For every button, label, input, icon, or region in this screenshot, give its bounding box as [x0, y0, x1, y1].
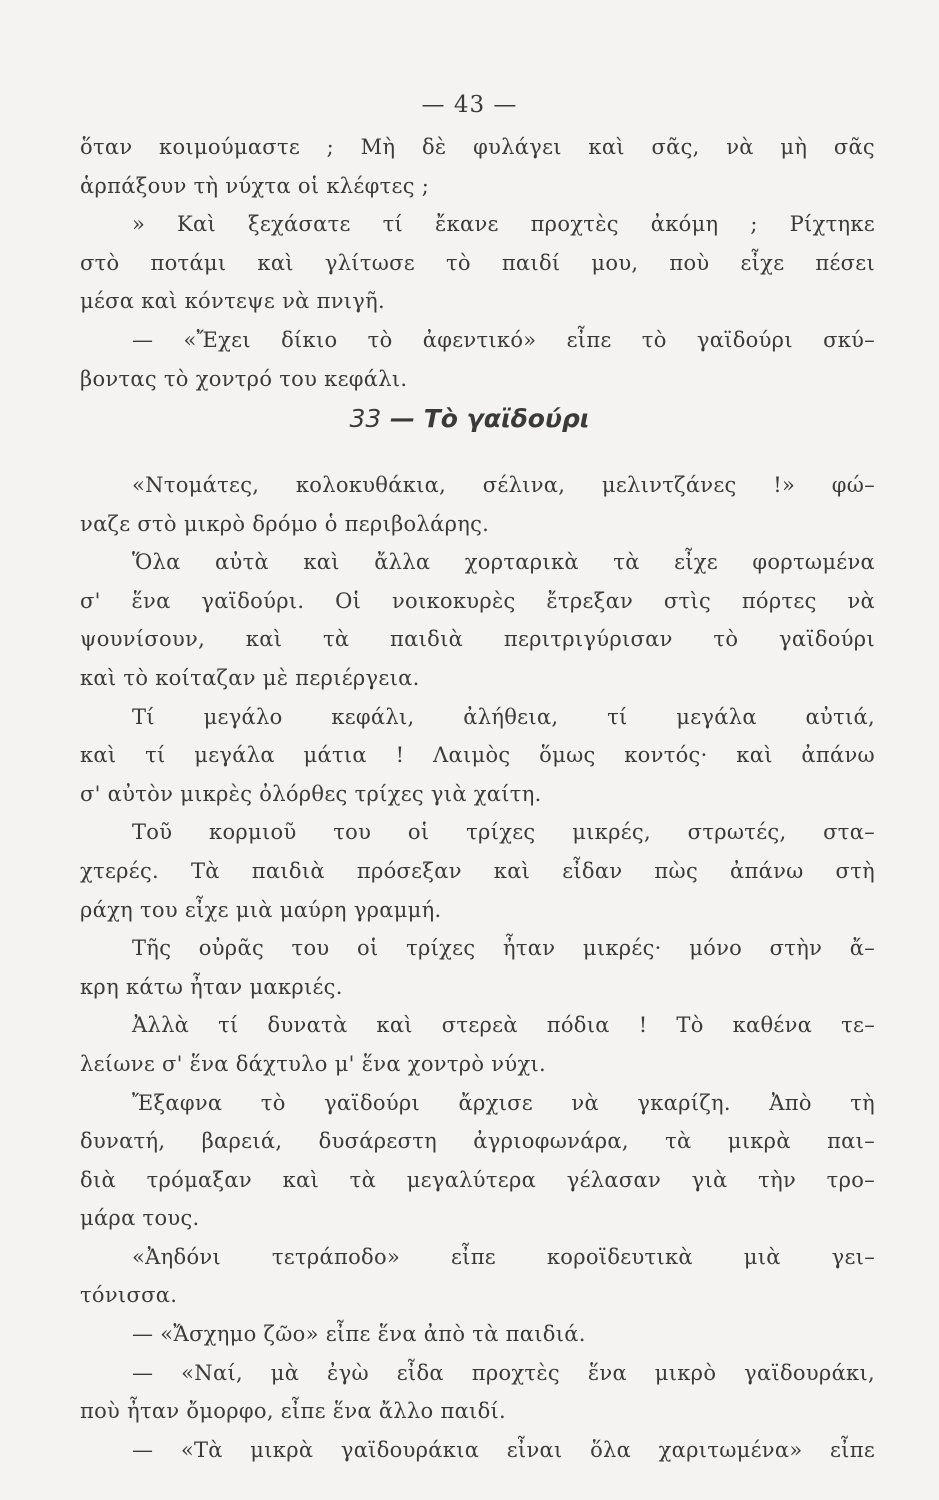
text-line: μέσα καὶ κόντεψε νὰ πνιγῆ.	[80, 289, 386, 314]
text-line: Τοῦ κορμιοῦ του οἱ τρίχες μικρές, στρωτές, στα–	[132, 820, 875, 845]
text-line: κρη κάτω ἦταν μακριές.	[80, 974, 343, 999]
text-line: — «Τὰ μικρὰ γαϊδουράκια εἶναι ὅλα χαριτωμένα» εἶπε	[132, 1437, 875, 1462]
top-paragraphs	[80, 128, 875, 398]
text-line: διὰ τρόμαξαν καὶ τὰ μεγαλύτερα γέλασαν γιὰ τὴν τρο–	[80, 1167, 875, 1192]
text-line: σ' αὐτὸν μικρὲς ὀλόρθες τρίχες γιὰ χαίτη.	[80, 781, 542, 806]
text-line: σ' ἕνα γαϊδούρι. Οἱ νοικοκυρὲς ἔτρεξαν στὶς πόρτες νὰ	[80, 588, 875, 613]
page-number: — 43 —	[421, 92, 518, 118]
text-line: τόνισσα.	[80, 1283, 178, 1308]
text-line: — «Ἄσχημο ζῶο» εἶπε ἕνα ἀπὸ τὰ παιδιά.	[132, 1322, 586, 1347]
text-line: ψουνίσουν, καὶ τὰ παιδιὰ περιτριγύρισαν τὸ γαϊδούρι	[80, 627, 875, 652]
text-line: Ἀλλὰ τί δυνατὰ καὶ στερεὰ πόδια ! Τὸ καθένα τε–	[132, 1013, 875, 1038]
text-line: ποὺ ἦταν ὄμορφο, εἶπε ἕνα ἄλλο παιδί.	[80, 1399, 507, 1424]
text-line: — «Ναί, μὰ ἐγὼ εἶδα προχτὲς ἕνα μικρὸ γαϊδουράκι,	[132, 1360, 875, 1385]
text-line: βοντας τὸ χοντρό του κεφάλι.	[80, 366, 408, 391]
chapter-title: — Τὸ γαϊδούρι	[390, 404, 590, 433]
chapter-heading	[0, 404, 939, 433]
text-line: — «Ἔχει δίκιο τὸ ἀφεντικό» εἶπε τὸ γαϊδούρι σκύ–	[132, 327, 875, 352]
text-line: ναζε στὸ μικρὸ δρόμο ὁ περιβολάρης.	[80, 511, 490, 536]
text-line: «Ἀηδόνι τετράποδο» εἶπε κοροϊδευτικὰ μιὰ γει–	[132, 1244, 875, 1269]
text-line: λείωνε σ' ἕνα δάχτυλο μ' ἕνα χοντρὸ νύχι.	[80, 1051, 546, 1076]
text-line: Ἔξαφνα τὸ γαϊδούρι ἄρχισε νὰ γκαρίζη. Ἀπὸ τὴ	[132, 1090, 875, 1115]
text-line: ὅταν κοιμούμαστε ; Μὴ δὲ φυλάγει καὶ σᾶς, νὰ μὴ σᾶς	[80, 135, 875, 159]
text-line: ἁρπάξουν τὴ νύχτα οἱ κλέφτες ;	[80, 173, 430, 198]
text-line: στὸ ποτάμι καὶ γλίτωσε τὸ παιδί μου, ποὺ εἶχε πέσει	[80, 250, 875, 275]
chapter-body	[80, 466, 875, 1469]
text-line: μάρα τους.	[80, 1206, 200, 1231]
text-line: ράχη του εἶχε μιὰ μαύρη γραμμή.	[80, 897, 442, 922]
text-line: καὶ τὸ κοίταζαν μὲ περιέργεια.	[80, 665, 420, 690]
text-line: χτερές. Τὰ παιδιὰ πρόσεξαν καὶ εἶδαν πὼς ἀπάνω στὴ	[80, 858, 875, 883]
text-line: δυνατή, βαρειά, δυσάρεστη ἀγριοφωνάρα, τὰ μικρὰ παι–	[80, 1129, 875, 1154]
text-line: «Ντομάτες, κολοκυθάκια, σέλινα, μελιντζάνες !» φώ–	[132, 473, 875, 497]
text-line: Τῆς οὐρᾶς του οἱ τρίχες ἦταν μικρές· μόνο στὴν ἄ–	[132, 936, 875, 961]
text-line: Τί μεγάλο κεφάλι, ἀλήθεια, τί μεγάλα αὐτιά,	[132, 704, 875, 729]
text-line: Ὅλα αὐτὰ καὶ ἄλλα χορταρικὰ τὰ εἶχε φορτωμένα	[132, 550, 875, 575]
chapter-number: 33	[349, 404, 382, 433]
text-line: καὶ τί μεγάλα μάτια ! Λαιμὸς ὅμως κοντός· καὶ ἀπάνω	[80, 743, 875, 768]
text-line: » Καὶ ξεχάσατε τί ἔκανε προχτὲς ἀκόμη ; Ρίχτηκε	[132, 212, 875, 237]
